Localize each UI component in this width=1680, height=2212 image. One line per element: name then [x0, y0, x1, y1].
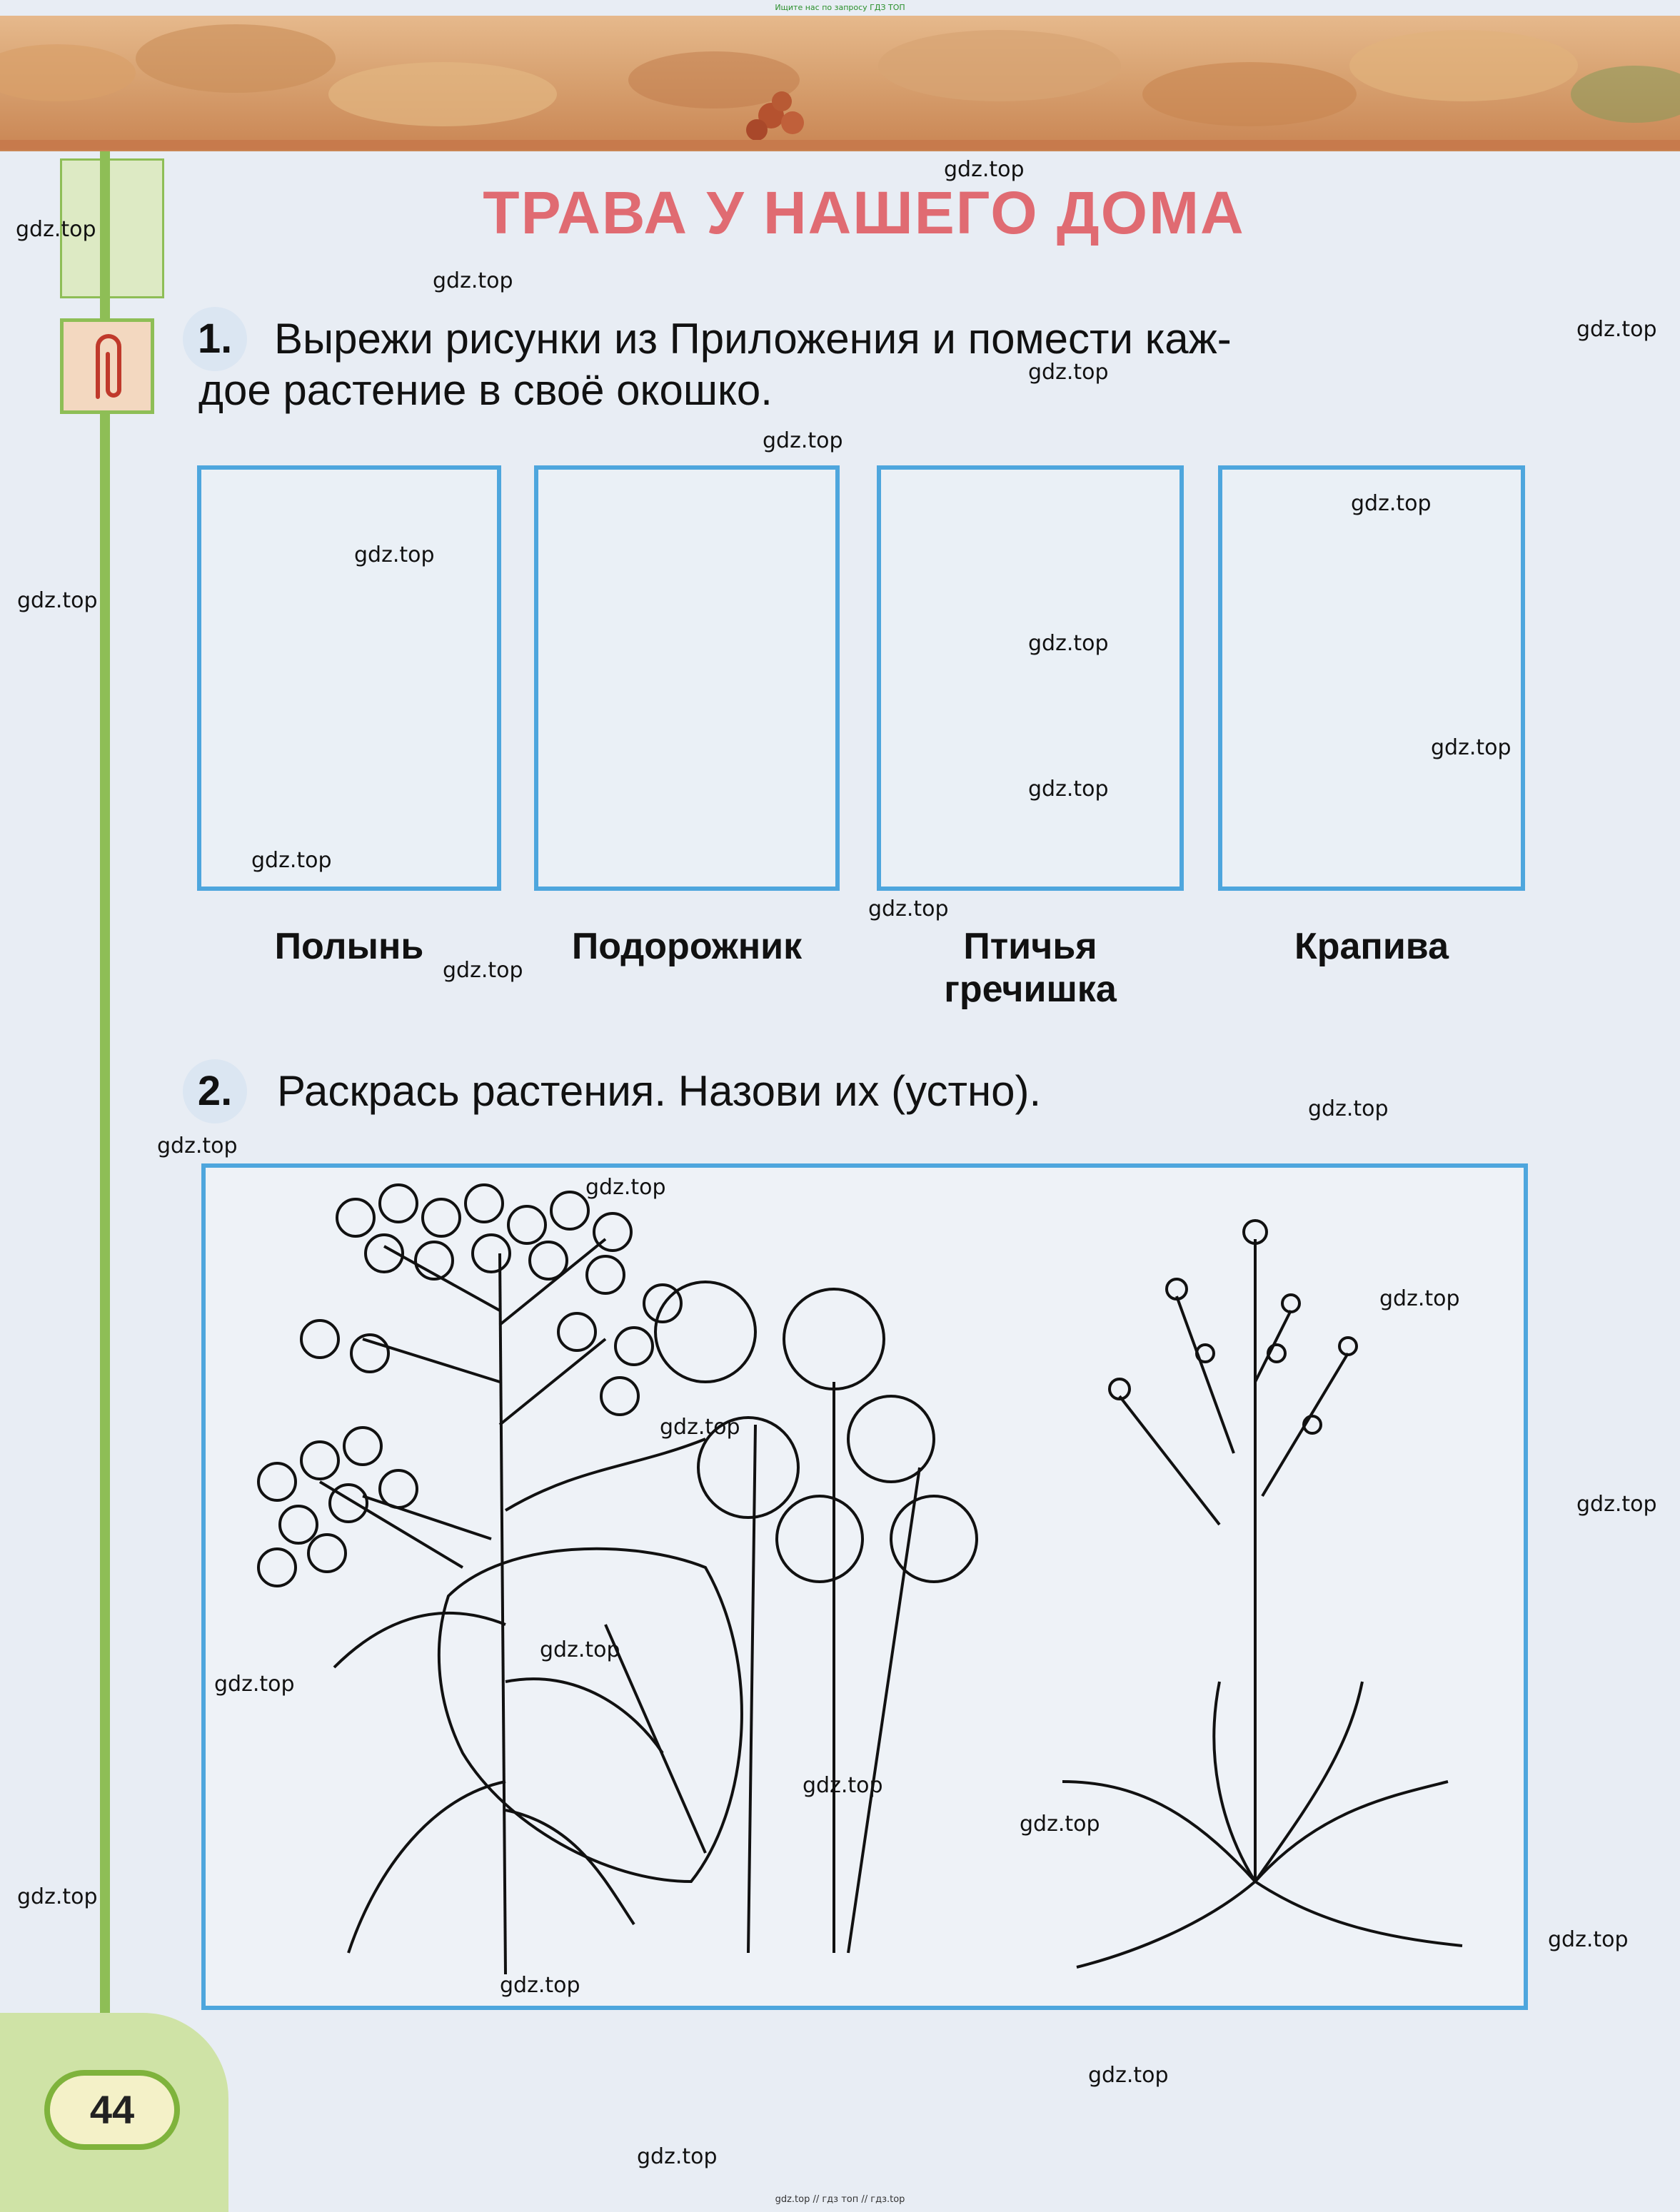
- watermark: gdz.top: [1379, 1286, 1460, 1311]
- watermark: gdz.top: [585, 1175, 666, 1200]
- watermark: gdz.top: [540, 1637, 620, 1662]
- watermark: gdz.top: [1576, 317, 1657, 342]
- leaves-illustration: [0, 16, 1680, 151]
- plants-drawing: [206, 1168, 1524, 2006]
- watermark: gdz.top: [1548, 1927, 1629, 1952]
- watermark: gdz.top: [157, 1133, 238, 1158]
- watermark: gdz.top: [868, 897, 949, 921]
- banner-edge: [0, 140, 1680, 150]
- watermark: gdz.top: [214, 1672, 295, 1697]
- watermark: gdz.top: [251, 848, 332, 873]
- watermark: gdz.top: [1028, 777, 1109, 802]
- label-podorozhnik: Подорожник: [571, 926, 803, 967]
- watermark: gdz.top: [1576, 1492, 1657, 1517]
- task2-number: 2.: [183, 1059, 247, 1123]
- task1-number: 1.: [183, 307, 247, 371]
- cutout-window-1[interactable]: [197, 465, 501, 891]
- watermark: gdz.top: [1351, 491, 1432, 516]
- watermark: gdz.top: [1431, 735, 1512, 760]
- watermark: gdz.top: [1028, 360, 1109, 385]
- label-krapiva: Крапива: [1294, 926, 1449, 967]
- cutout-window-3[interactable]: [877, 465, 1184, 891]
- watermark: gdz.top: [1020, 1812, 1100, 1837]
- bottom-note: gdz.top // гдз топ // гдз.top: [775, 2194, 905, 2205]
- task1-line2: дое растение в своё окошко.: [198, 366, 773, 414]
- task1-line1: Вырежи рисунки из Приложения и помести каж-: [274, 315, 1232, 363]
- watermark: gdz.top: [500, 1973, 580, 1998]
- watermark: gdz.top: [433, 268, 513, 293]
- watermark: gdz.top: [1088, 2063, 1169, 2088]
- watermark: gdz.top: [763, 428, 843, 453]
- watermark: gdz.top: [1308, 1096, 1389, 1121]
- watermark: gdz.top: [944, 157, 1025, 182]
- autumn-leaves-banner: [0, 16, 1680, 151]
- watermark: gdz.top: [17, 588, 98, 613]
- task2-text: Раскрась растения. Назови их (устно).: [277, 1067, 1042, 1115]
- watermark: gdz.top: [17, 1884, 98, 1909]
- label-ptichya: Птичья: [963, 926, 1097, 967]
- green-margin-rail: [100, 151, 110, 2036]
- watermark: gdz.top: [443, 958, 523, 983]
- watermark: gdz.top: [803, 1773, 883, 1798]
- watermark: gdz.top: [354, 542, 435, 567]
- page-title: ТРАВА У НАШЕГО ДОМА: [483, 179, 1245, 246]
- watermark: gdz.top: [660, 1415, 740, 1440]
- coloring-area[interactable]: [201, 1163, 1528, 2010]
- label-grechishka: гречишка: [944, 969, 1117, 1010]
- label-polyn: Полынь: [274, 926, 424, 967]
- watermark: gdz.top: [637, 2144, 718, 2169]
- watermark: gdz.top: [16, 217, 96, 242]
- top-note: Ищите нас по запросу ГДЗ ТОП: [775, 3, 905, 12]
- watermark: gdz.top: [1028, 631, 1109, 656]
- paperclip-badge: [60, 318, 154, 414]
- paperclip-icon: [76, 329, 141, 408]
- cutout-window-2[interactable]: [534, 465, 840, 891]
- page-number: 44: [44, 2070, 180, 2150]
- cutout-window-4[interactable]: [1218, 465, 1525, 891]
